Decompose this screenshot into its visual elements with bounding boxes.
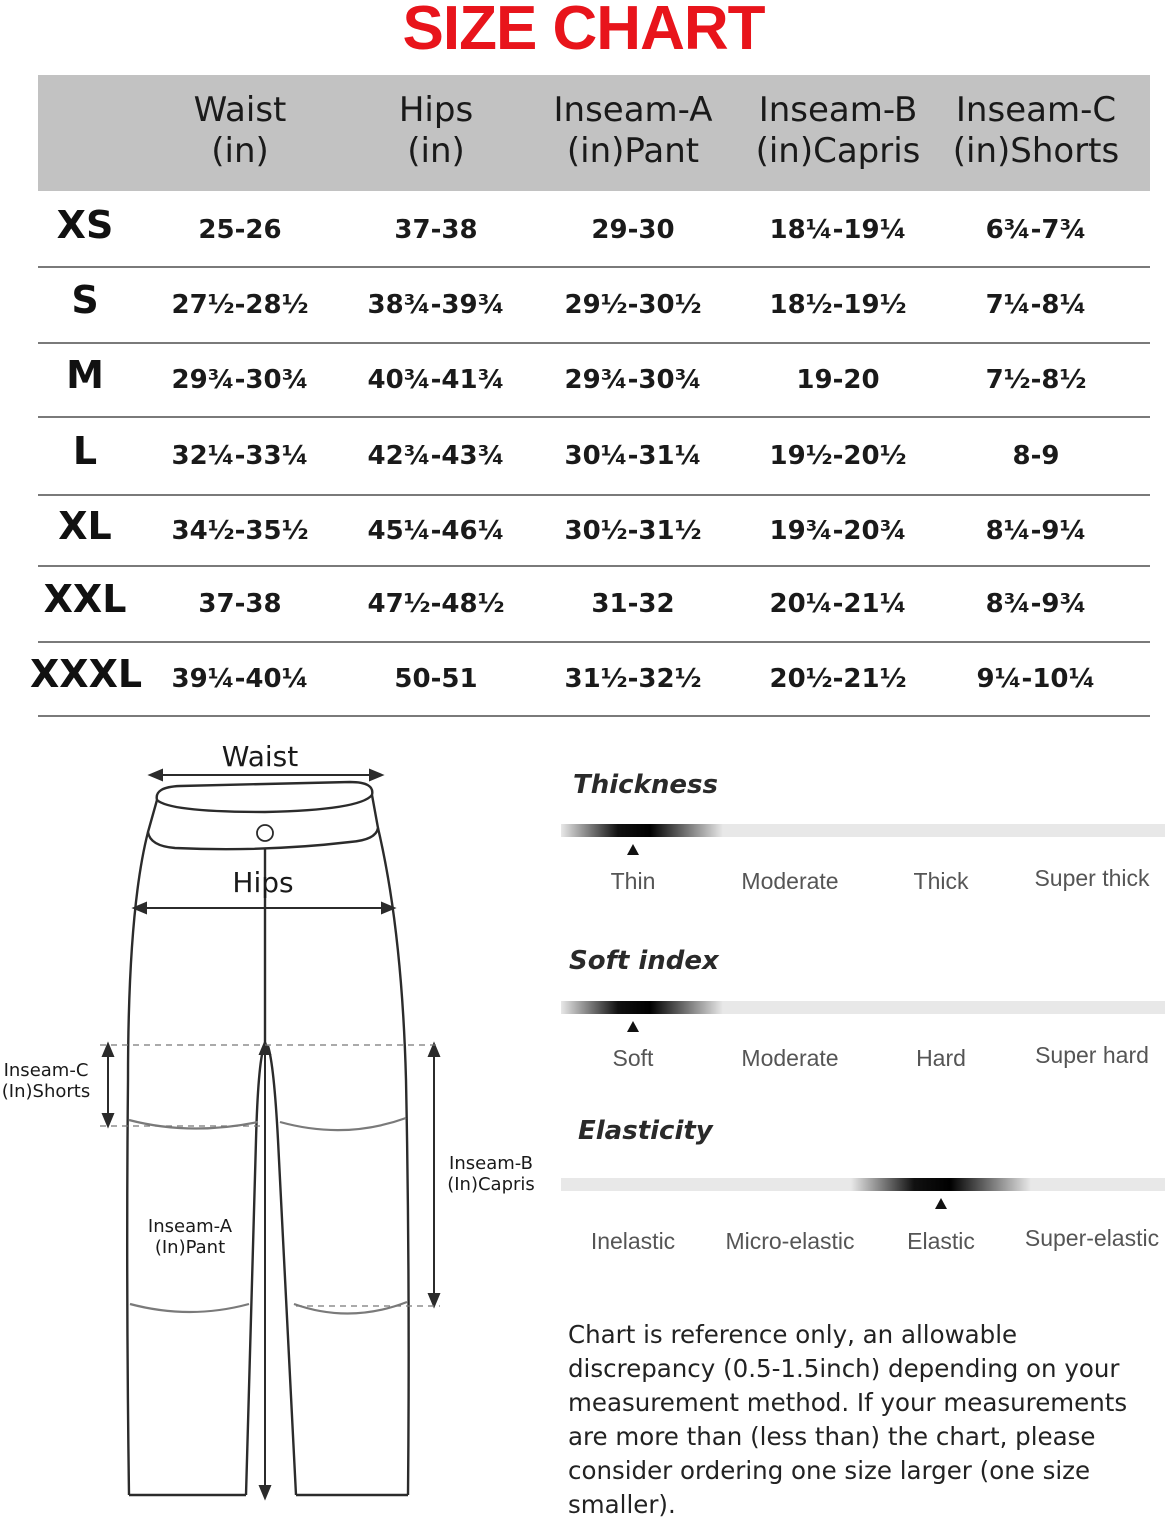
table-cell: 20½-21½ xyxy=(769,664,907,694)
size-label: XXL xyxy=(43,577,127,621)
table-cell: 29¾-30¾ xyxy=(564,365,702,395)
table-cell: 50-51 xyxy=(394,664,478,694)
scale-option: Elastic xyxy=(907,1228,975,1254)
table-cell: 31-32 xyxy=(591,589,675,619)
table-cell: 29¾-30¾ xyxy=(171,365,309,395)
table-cell: 9¼-10¼ xyxy=(976,664,1096,694)
table-cell: 19-20 xyxy=(796,365,880,395)
selected-pointer-icon xyxy=(627,844,639,855)
scale-option: Thin xyxy=(610,868,656,894)
table-cell: 47½-48½ xyxy=(367,589,505,619)
table-cell: 8¼-9¼ xyxy=(985,515,1087,546)
scale-option: Super hard xyxy=(1035,1042,1149,1068)
table-cell: 19¾-20¾ xyxy=(769,515,907,546)
selected-pointer-icon xyxy=(935,1198,947,1209)
table-cell: 30¼-31¼ xyxy=(564,441,702,471)
table-cell: 37-38 xyxy=(394,215,478,245)
table-cell: 8¾-9¾ xyxy=(985,589,1087,619)
scale-indicator xyxy=(561,824,723,837)
row-divider xyxy=(38,565,1150,567)
column-header: Inseam-C (in)Shorts xyxy=(952,90,1120,171)
table-cell: 39¼-40¼ xyxy=(171,664,309,694)
table-cell: 42¾-43¾ xyxy=(367,441,505,471)
size-label: XXXL xyxy=(30,652,143,696)
table-cell: 27½-28½ xyxy=(171,290,309,320)
row-divider xyxy=(38,342,1150,344)
column-header: Inseam-B (in)Capris xyxy=(755,90,921,171)
sizing-note: Chart is reference only, an allowable discrepancy (0.5-1.5inch) depending on your measurement method. If your measurements are more than (less than) the chart, please consider ordering one size larger (one size smaller). xyxy=(568,1320,1128,1519)
table-cell: 25-26 xyxy=(198,215,282,245)
size-label: L xyxy=(72,429,98,473)
scale-track xyxy=(561,1001,1165,1014)
table-cell: 45¼-46¼ xyxy=(367,515,505,546)
scale-title: Thickness xyxy=(573,770,718,800)
scale-option: Moderate xyxy=(741,1045,839,1071)
table-cell: 32¼-33¼ xyxy=(171,441,309,471)
inseam-b-label: Inseam-B (In)Capris xyxy=(447,1153,535,1195)
button-icon xyxy=(257,825,273,841)
size-label: XL xyxy=(58,503,112,548)
table-cell: 18½-19½ xyxy=(769,290,907,320)
table-cell: 40¾-41¾ xyxy=(367,365,505,395)
scale-indicator xyxy=(851,1178,1031,1191)
scale-option: Thick xyxy=(913,868,969,894)
row-divider xyxy=(38,416,1150,418)
row-divider xyxy=(38,641,1150,643)
scale-option: Moderate xyxy=(741,868,839,894)
scale-indicator xyxy=(561,1001,723,1014)
size-label: S xyxy=(71,278,99,322)
size-label: XS xyxy=(56,203,114,247)
scale-track xyxy=(561,824,1165,837)
table-cell: 8-9 xyxy=(1012,441,1060,471)
scale-track xyxy=(561,1178,1165,1191)
table-cell: 30½-31½ xyxy=(564,515,702,546)
row-divider xyxy=(38,494,1150,496)
inseam-c-label: Inseam-C (In)Shorts xyxy=(1,1060,91,1102)
table-cell: 18¼-19¼ xyxy=(769,215,907,245)
table-cell: 7½-8½ xyxy=(985,365,1087,395)
table-cell: 19½-20½ xyxy=(769,441,907,471)
table-cell: 37-38 xyxy=(198,589,282,619)
table-cell: 6¾-7¾ xyxy=(985,215,1087,245)
scale-title: Elasticity xyxy=(578,1116,713,1146)
table-cell: 38¾-39¾ xyxy=(367,290,505,320)
column-header: Waist (in) xyxy=(193,90,287,171)
scale-option: Inelastic xyxy=(590,1228,676,1254)
hips-label: Hips xyxy=(232,866,294,899)
table-cell: 20¼-21¼ xyxy=(769,589,907,619)
column-header: Hips (in) xyxy=(398,90,474,171)
scale-option: Hard xyxy=(916,1045,966,1071)
selected-pointer-icon xyxy=(627,1021,639,1032)
row-divider xyxy=(38,266,1150,268)
size-label: M xyxy=(66,353,104,397)
table-cell: 29-30 xyxy=(591,215,675,245)
size-chart-title: SIZE CHART xyxy=(402,0,765,63)
scale-option: Soft xyxy=(612,1045,654,1071)
pants-outline-drawing xyxy=(0,720,560,1500)
row-divider xyxy=(38,715,1150,717)
table-cell: 7¼-8¼ xyxy=(985,290,1087,320)
waist-label: Waist xyxy=(221,740,299,773)
table-cell: 29½-30½ xyxy=(564,290,702,320)
table-cell: 34½-35½ xyxy=(171,515,309,546)
table-cell: 31½-32½ xyxy=(564,664,702,694)
scale-title: Soft index xyxy=(569,946,719,976)
pants-measurement-diagram xyxy=(0,720,560,1500)
scale-option: Micro-elastic xyxy=(725,1228,855,1254)
column-header: Inseam-A (in)Pant xyxy=(553,90,713,171)
scale-option: Super-elastic xyxy=(1024,1225,1160,1251)
scale-option: Super thick xyxy=(1034,865,1150,891)
inseam-a-label: Inseam-A (In)Pant xyxy=(147,1216,233,1258)
